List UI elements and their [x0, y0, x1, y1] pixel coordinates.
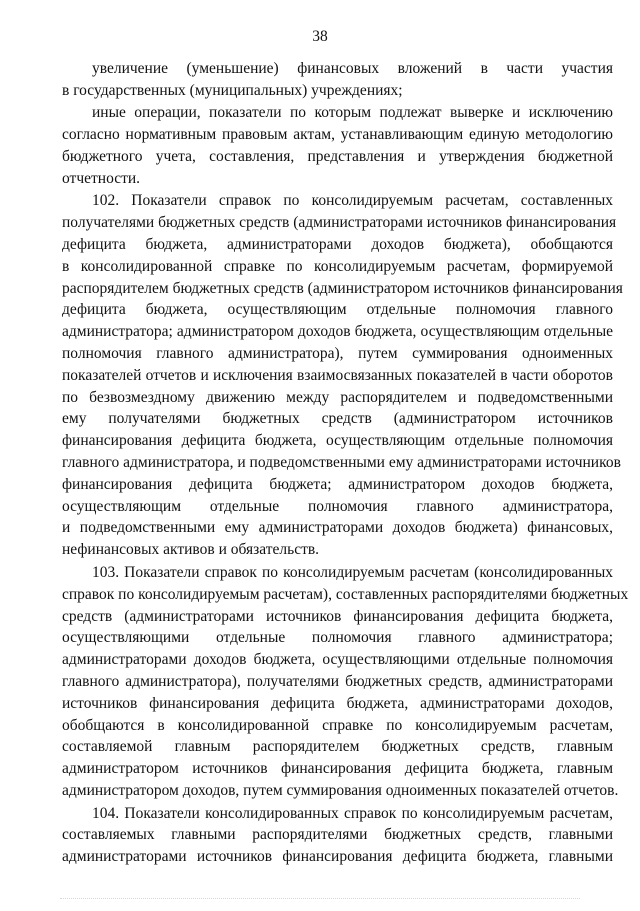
paragraph-line: 103. Показатели справок по консолидируемым расчетам (консолидированных	[92, 563, 613, 581]
paragraph-line: главного администратора), получателями бюджетных средств, администраторами	[62, 672, 613, 690]
document-body	[62, 58, 629, 868]
paragraph-line: источников финансирования дефицита бюджета, администраторами доходов,	[62, 694, 613, 712]
paragraph-line: дефицита бюджета, осуществляющим отдельные полномочия главного	[62, 301, 613, 319]
paragraph-line: по безвозмездному движению между распорядителем и подведомственными	[62, 388, 613, 406]
paragraph-line: главного администратора, и подведомственными ему администраторами источников	[62, 453, 621, 471]
paragraph-line: согласно нормативным правовым актам, устанавливающим единую методологию	[62, 125, 613, 143]
paragraph-line: справок по консолидируемым расчетам), составленных распорядителями бюджетных	[62, 585, 629, 603]
paragraph-line: полномочия главного администратора), путем суммирования одноименных	[62, 344, 613, 362]
paragraph-line: 102. Показатели справок по консолидируемым расчетам, составленных	[92, 192, 613, 210]
paragraph-line: нефинансовых активов и обязательств.	[62, 541, 320, 559]
paragraph-line: средств (администраторами источников финансирования дефицита бюджета,	[62, 607, 613, 625]
paragraph-line: и подведомственными ему администраторами доходов бюджета) финансовых,	[62, 519, 613, 537]
page-number: 38	[312, 28, 328, 45]
paragraph-line: администратора; администратором доходов бюджета, осуществляющим отдельные	[62, 323, 613, 341]
paragraph-line: администраторами доходов бюджета, осуществляющими отдельные полномочия	[62, 651, 613, 669]
scan-edge-mark	[60, 898, 580, 900]
paragraph-line: распорядителем бюджетных средств (администратором источников финансирования	[62, 279, 623, 297]
paragraph-line: составляемой главным распорядителем бюджетных средств, главным	[62, 738, 613, 756]
paragraph-2	[62, 102, 613, 189]
paragraph-line: администраторами источников финансирования дефицита бюджета, главными	[62, 848, 613, 866]
paragraph-line: осуществляющим отдельные полномочия главного администратора,	[62, 497, 613, 515]
paragraph-line: увеличение (уменьшение) финансовых вложений в части участия	[92, 60, 613, 77]
paragraph-104	[62, 803, 613, 868]
paragraph-line: получателями бюджетных средств (администраторами источников финансирования	[62, 214, 617, 232]
paragraph-line: составляемых главными распорядителями бюджетных средств, главными	[62, 826, 613, 844]
paragraph-line: показателей отчетов и исключения взаимосвязанных показателей в части оборотов	[62, 366, 613, 384]
paragraph-line: в государственных (муниципальных) учреждениях;	[62, 81, 403, 99]
paragraph-line: обобщаются в консолидированной справке по консолидируемым расчетам,	[62, 716, 613, 734]
paragraph-line: финансирования дефицита бюджета, осуществляющим отдельные полномочия	[62, 432, 613, 450]
paragraph-line: финансирования дефицита бюджета; администратором доходов бюджета,	[62, 475, 613, 493]
paragraph-line: администратором доходов, путем суммирования одноименных показателей отчетов.	[62, 781, 619, 799]
paragraph-103	[62, 562, 629, 802]
paragraph-line: администратором источников финансирования дефицита бюджета, главным	[62, 760, 613, 778]
paragraph-line: ему получателями бюджетных средств (администратором источников	[62, 410, 613, 428]
paragraph-line: дефицита бюджета, администраторами доходов бюджета), обобщаются	[62, 235, 613, 253]
paragraph-line: в консолидированной справке по консолидируемым расчетам, формируемой	[62, 257, 613, 275]
paragraph-1	[62, 58, 613, 102]
paragraph-102	[62, 190, 623, 561]
paragraph-line: отчетности.	[62, 169, 141, 187]
paragraph-line: осуществляющими отдельные полномочия главного администратора;	[62, 629, 613, 647]
paragraph-line: 104. Показатели консолидированных справок по консолидируемым расчетам,	[92, 804, 613, 822]
paragraph-line: иные операции, показатели по которым подлежат выверке и исключению	[92, 104, 613, 122]
paragraph-line: бюджетного учета, составления, представления и утверждения бюджетной	[62, 147, 613, 165]
